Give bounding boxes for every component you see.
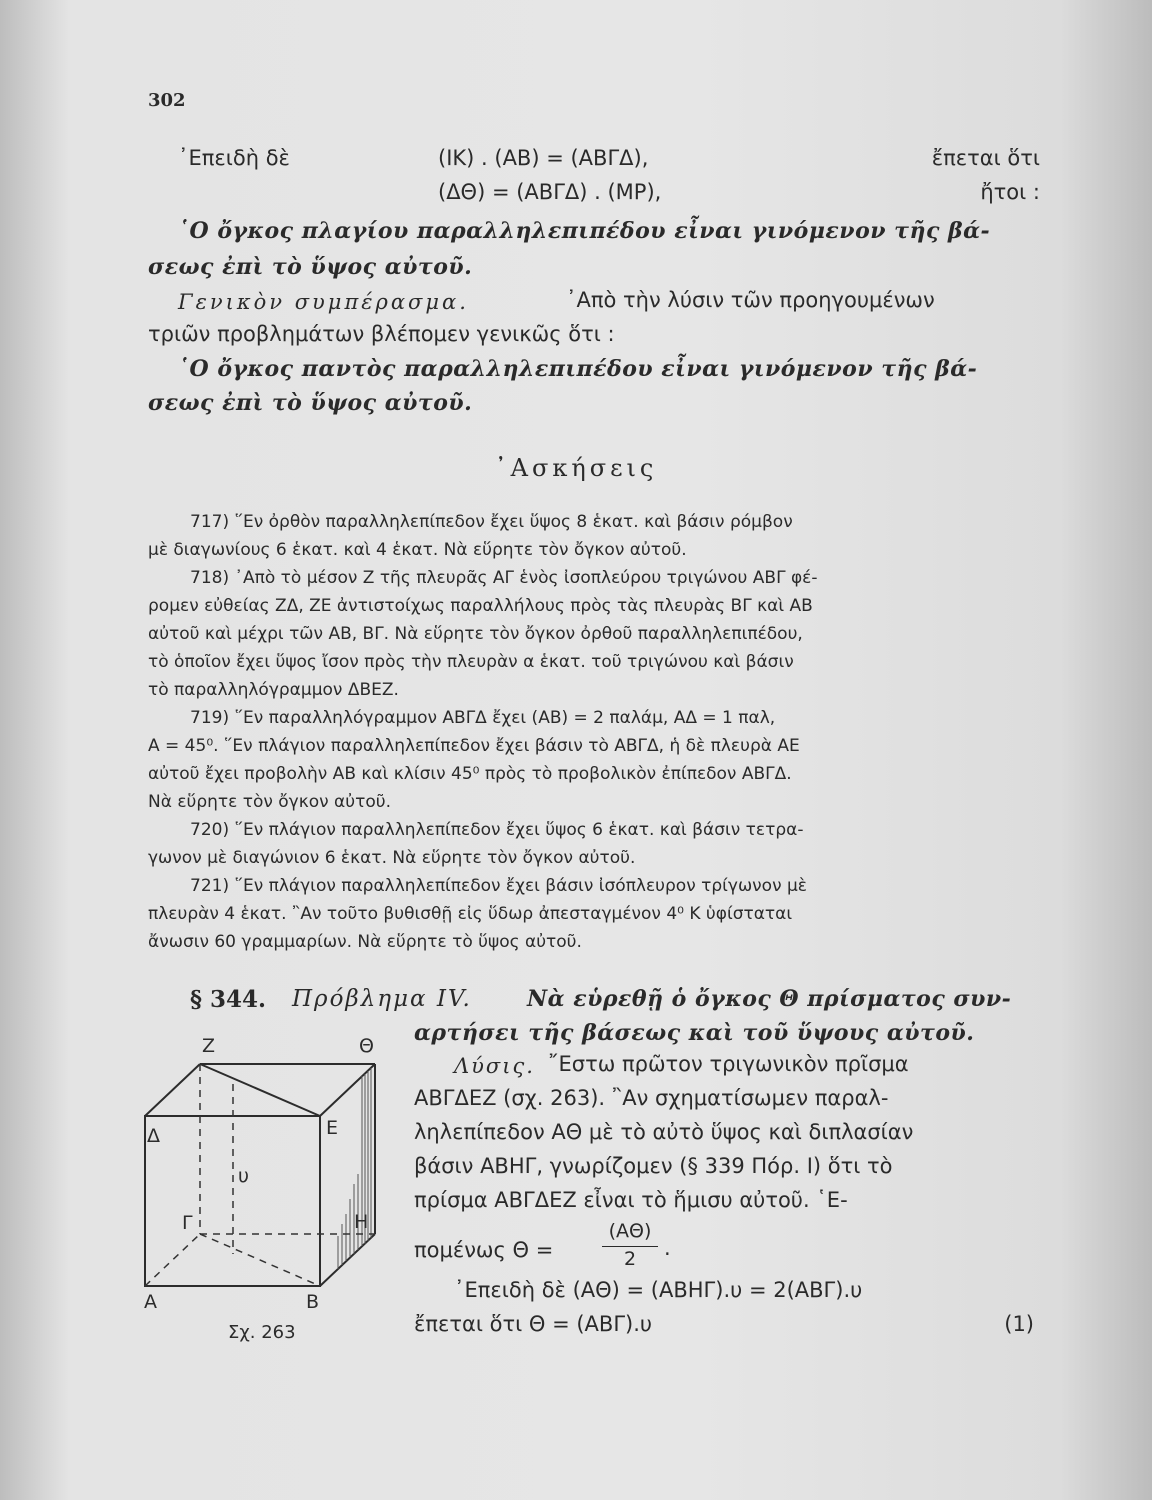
exercise-line: 717) ῞Εν ὀρθὸν παραλληλεπίπεδον ἔχει ὕψος 8 ἑκατ. καὶ βάσιν ρόμβον bbox=[190, 512, 793, 532]
fraction-denominator: 2 bbox=[623, 1248, 637, 1270]
conclusion-line2: τριῶν προβλημάτων βλέπομεν γενικῶς ὅτι : bbox=[148, 322, 615, 346]
theorem2-line1: ῾Ο ὄγκος παντὸς παραλληλεπιπέδου εἶναι γινόμενον τῆς βά- bbox=[178, 356, 978, 382]
solution-line5: πρίσμα ΑΒΓΔΕΖ εἶναι τὸ ἥμισυ αὐτοῦ. ῾Ε- bbox=[414, 1188, 848, 1212]
label-B: B bbox=[306, 1291, 320, 1313]
label-Delta: Δ bbox=[147, 1125, 160, 1147]
exercise-line: 718) ᾿Απὸ τὸ μέσον Ζ τῆς πλευρᾶς ΑΓ ἑνὸς ἰσοπλεύρου τριγώνου ΑΒΓ φέ- bbox=[190, 568, 818, 588]
solution-line2: ΑΒΓΔΕΖ (σχ. 263). ῍Αν σχηματίσωμεν παραλ- bbox=[414, 1086, 889, 1110]
equation-number: (1) bbox=[1004, 1312, 1034, 1336]
theorem2-line2: σεως ἐπὶ τὸ ὕψος αὐτοῦ. bbox=[148, 390, 473, 416]
exercise-line: 721) ῞Εν πλάγιον παραλληλεπίπεδον ἔχει βάσιν ἰσόπλευρον τρίγωνον μὲ bbox=[190, 876, 807, 896]
solution-line3: ληλεπίπεδον ΑΘ μὲ τὸ αὐτὸ ὕψος καὶ διπλασίαν bbox=[414, 1120, 914, 1144]
solution-line6-lead: πομένως Θ = bbox=[414, 1238, 554, 1262]
section-label: Πρόβλημα IV. bbox=[292, 986, 472, 1012]
section-title-line1: Νὰ εὑρεθῇ ὁ ὄγκος Θ πρίσματος συν- bbox=[527, 986, 1012, 1012]
label-E: E bbox=[326, 1117, 339, 1139]
page-number: 302 bbox=[148, 90, 186, 111]
fraction-numerator: (ΑΘ) bbox=[608, 1220, 652, 1242]
exercise-line: γωνον μὲ διαγώνιον 6 ἑκατ. Νὰ εὕρητε τὸν ὄγκον αὐτοῦ. bbox=[148, 848, 636, 868]
exercise-line: ρομεν εὐθείας ΖΔ, ΖΕ ἀντιστοίχως παραλλήλους πρὸς τὰς πλευρὰς ΒΓ καὶ ΑΒ bbox=[148, 596, 813, 616]
theorem1-line2: σεως ἐπὶ τὸ ὕψος αὐτοῦ. bbox=[148, 254, 473, 280]
theorem1-line1: ῾Ο ὄγκος πλαγίου παραλληλεπιπέδου εἶναι γινόμενον τῆς βά- bbox=[178, 218, 991, 244]
top-line1-formula: (ΙΚ) . (ΑΒ) = (ΑΒΓΔ), bbox=[438, 146, 649, 170]
exercise-line: πλευρὰν 4 ἑκατ. ῍Αν τοῦτο βυθισθῇ εἰς ὕδωρ ἀπεσταγμένον 4⁰ Κ ὑφίσταται bbox=[148, 904, 793, 924]
right-face-hatching bbox=[338, 1068, 371, 1269]
exercise-line: τὸ παραλληλόγραμμον ΔΒΕΖ. bbox=[148, 680, 399, 700]
exercise-line: Νὰ εὕρητε τὸν ὄγκον αὐτοῦ. bbox=[148, 792, 391, 812]
conclusion-line1: ᾿Απὸ τὴν λύσιν τῶν προηγουμένων bbox=[566, 288, 935, 312]
top-line2-formula: (ΔΘ) = (ΑΒΓΔ) . (ΜΡ), bbox=[438, 180, 662, 204]
solution-line6-end: . bbox=[664, 1236, 671, 1260]
section-title-line2: αρτήσει τῆς βάσεως καὶ τοῦ ὕψους αὐτοῦ. bbox=[414, 1020, 975, 1046]
fraction-bar bbox=[602, 1246, 658, 1247]
solution-line8: ἔπεται ὅτι Θ = (ΑΒΓ).υ bbox=[414, 1312, 653, 1336]
exercise-line: τὸ ὁποῖον ἔχει ὕψος ἴσον πρὸς τὴν πλευρὰν α ἑκατ. τοῦ τριγώνου καὶ βάσιν bbox=[148, 652, 794, 672]
exercises-heading: ᾿Ασκήσεις bbox=[494, 454, 658, 482]
top-line1-lead: ᾿Επειδὴ δὲ bbox=[178, 146, 290, 170]
exercise-line: ἄνωσιν 60 γραμμαρίων. Νὰ εὕρητε τὸ ὕψος αὐτοῦ. bbox=[148, 932, 582, 952]
exercise-line: αὐτοῦ καὶ μέχρι τῶν ΑΒ, ΒΓ. Νὰ εὕρητε τὸν ὄγκον ὀρθοῦ παραλληλεπιπέδου, bbox=[148, 624, 803, 644]
label-upsilon: υ bbox=[238, 1165, 249, 1187]
exercise-line: 720) ῞Εν πλάγιον παραλληλεπίπεδον ἔχει ὕψος 6 ἑκατ. καὶ βάσιν τετρα- bbox=[190, 820, 804, 840]
top-line1-tail: ἔπεται ὅτι bbox=[931, 146, 1040, 170]
prism-figure bbox=[130, 1024, 400, 1354]
solution-line1: ῎Εστω πρῶτον τριγωνικὸν πρῖσμα bbox=[548, 1052, 909, 1076]
exercise-line: Α = 45⁰. ῞Εν πλάγιον παραλληλεπίπεδον ἔχει βάσιν τὸ ΑΒΓΔ, ἡ δὲ πλευρὰ ΑΕ bbox=[148, 736, 800, 756]
exercise-line: αὐτοῦ ἔχει προβολὴν ΑΒ καὶ κλίσιν 45⁰ πρὸς τὸ προβολικὸν ἐπίπεδον ΑΒΓΔ. bbox=[148, 764, 792, 784]
conclusion-title: Γενικὸν συμπέρασμα. bbox=[178, 290, 469, 314]
figure-caption: Σχ. 263 bbox=[228, 1322, 296, 1343]
label-Z: Z bbox=[202, 1035, 216, 1057]
label-Gamma: Γ bbox=[182, 1212, 193, 1234]
solution-line4: βάσιν ΑΒΗΓ, γνωρίζομεν (§ 339 Πόρ. Ι) ὅτι τὸ bbox=[414, 1154, 893, 1178]
label-Theta: Θ bbox=[359, 1035, 374, 1057]
solution-line7: ᾿Επειδὴ δὲ (ΑΘ) = (ΑΒΗΓ).υ = 2(ΑΒΓ).υ bbox=[454, 1278, 863, 1302]
label-A: A bbox=[144, 1291, 157, 1313]
top-line2-tail: ἤτοι : bbox=[980, 180, 1040, 204]
solution-lead: Λύσις. bbox=[454, 1054, 535, 1078]
exercise-line: μὲ διαγωνίους 6 ἑκατ. καὶ 4 ἑκατ. Νὰ εὕρητε τὸν ὄγκον αὐτοῦ. bbox=[148, 540, 687, 560]
label-H: H bbox=[354, 1211, 369, 1233]
exercise-line: 719) ῞Εν παραλληλόγραμμον ΑΒΓΔ ἔχει (ΑΒ) = 2 παλάμ, ΑΔ = 1 παλ, bbox=[190, 708, 776, 728]
section-number: § 344. bbox=[190, 986, 267, 1013]
